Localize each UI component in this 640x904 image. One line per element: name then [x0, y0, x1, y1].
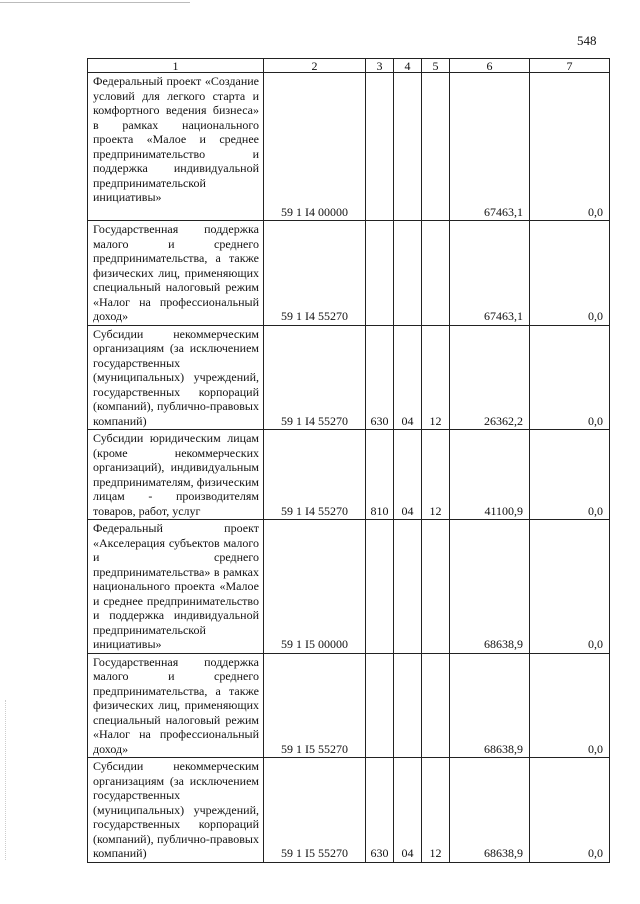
table-row: [88, 221, 610, 326]
row-c6: 68638,9: [450, 758, 530, 863]
row-c7: 0,0: [530, 430, 610, 520]
row-code: 59 1 I5 55270: [264, 758, 366, 863]
row-c6: 26362,2: [450, 325, 530, 430]
budget-table: [87, 58, 610, 863]
row-c7: 0,0: [530, 73, 610, 221]
row-name: Субсидии некоммерческим организациям (за исключением государственных (муниципальных) учреждений, государственных корпораций (компаний), публично-правовых компаний): [88, 758, 264, 863]
row-code: 59 1 I4 00000: [264, 73, 366, 221]
row-c5: [422, 221, 450, 326]
row-code: 59 1 I4 55270: [264, 221, 366, 326]
row-name: Субсидии некоммерческим организациям (за исключением государственных (муниципальных) учреждений, государственных корпораций (компаний), публично-правовых компаний): [88, 325, 264, 430]
row-name: Государственная поддержка малого и среднего предпринимательства, а также физических лиц, применяющих специальный налоговый режим «Налог на профессиональный доход»: [88, 221, 264, 326]
row-code: 59 1 I5 00000: [264, 520, 366, 654]
row-c5: 12: [422, 758, 450, 863]
row-c5: [422, 520, 450, 654]
row-c6: 68638,9: [450, 520, 530, 654]
row-name: Федеральный проект «Создание условий для легкого старта и комфортного ведения бизнеса» в рамках национального проекта «Малое и среднее предпринимательство и поддержка индивидуальной предпринимательской инициативы»: [88, 73, 264, 221]
table-row: [88, 430, 610, 520]
row-name: Федеральный проект «Акселерация субъектов малого и среднего предпринимательства» в рамках национального проекта «Малое и среднее предпринимательство и поддержка индивидуальной предпринимательской инициативы»: [88, 520, 264, 654]
table-row: [88, 520, 610, 654]
row-c4: 04: [394, 430, 422, 520]
column-header: 6: [450, 59, 530, 73]
table-row: [88, 758, 610, 863]
row-c5: 12: [422, 430, 450, 520]
row-c5: [422, 73, 450, 221]
row-c3: [366, 73, 394, 221]
row-c3: 630: [366, 758, 394, 863]
row-c7: 0,0: [530, 221, 610, 326]
row-c5: [422, 653, 450, 758]
page-number: 548: [577, 33, 597, 48]
scan-edge-mark: [0, 2, 190, 3]
row-name: Государственная поддержка малого и среднего предпринимательства, а также физических лиц, применяющих специальный налоговый режим «Налог на профессиональный доход»: [88, 653, 264, 758]
column-header: 4: [394, 59, 422, 73]
row-c7: 0,0: [530, 758, 610, 863]
column-header: 5: [422, 59, 450, 73]
row-c4: 04: [394, 758, 422, 863]
row-c4: [394, 73, 422, 221]
row-code: 59 1 I4 55270: [264, 325, 366, 430]
row-c7: 0,0: [530, 653, 610, 758]
row-c4: [394, 520, 422, 654]
table-row: [88, 653, 610, 758]
row-c3: [366, 653, 394, 758]
row-c4: [394, 221, 422, 326]
row-name: Субсидии юридическим лицам (кроме некоммерческих организаций), индивидуальным предпринимателям, физическим лицам - производителям товаров, работ, услуг: [88, 430, 264, 520]
table-row: [88, 73, 610, 221]
row-c5: 12: [422, 325, 450, 430]
row-c3: 810: [366, 430, 394, 520]
row-c6: 68638,9: [450, 653, 530, 758]
row-code: 59 1 I5 55270: [264, 653, 366, 758]
row-c7: 0,0: [530, 325, 610, 430]
header-row: [88, 59, 610, 73]
table-row: [88, 325, 610, 430]
column-header: 2: [264, 59, 366, 73]
scan-edge-mark: [5, 700, 7, 860]
row-c6: 41100,9: [450, 430, 530, 520]
row-c6: 67463,1: [450, 73, 530, 221]
row-c3: [366, 520, 394, 654]
column-header: 3: [366, 59, 394, 73]
column-header: 7: [530, 59, 610, 73]
row-c6: 67463,1: [450, 221, 530, 326]
row-c3: [366, 221, 394, 326]
row-c3: 630: [366, 325, 394, 430]
row-c4: 04: [394, 325, 422, 430]
row-code: 59 1 I4 55270: [264, 430, 366, 520]
row-c4: [394, 653, 422, 758]
column-header: 1: [88, 59, 264, 73]
row-c7: 0,0: [530, 520, 610, 654]
